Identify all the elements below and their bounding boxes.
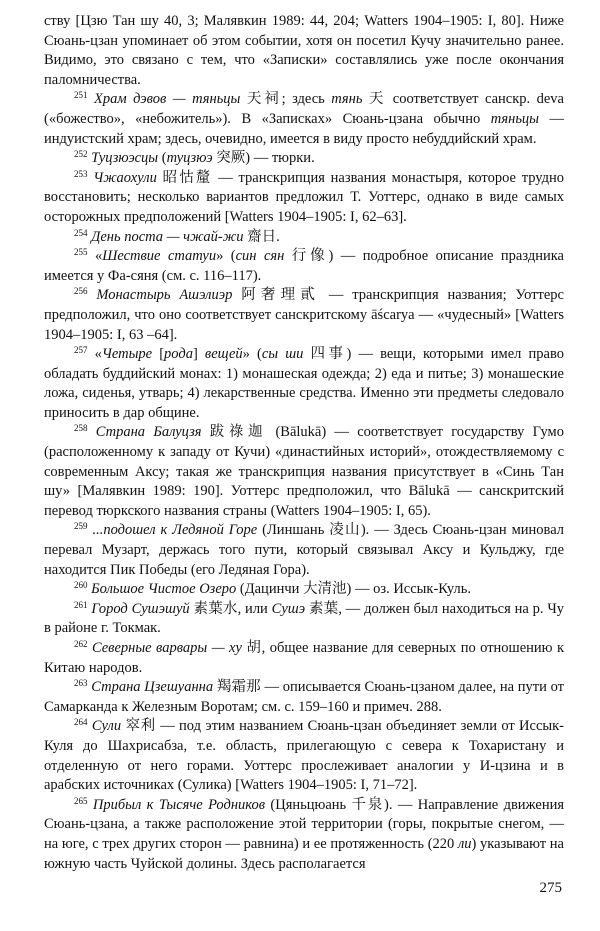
footnote-260 (44, 580, 564, 600)
footnote-number: 260 (74, 580, 88, 591)
footnote-256 (44, 286, 564, 345)
footnote-252 (44, 149, 564, 169)
footnote-number: 253 (74, 168, 88, 179)
footnote-text: Город Сушэшуй 素葉水, или Сушэ 素葉, — должен был находиться на р. Чу в районе г. Токмак. (44, 600, 565, 637)
footnote-257 (44, 345, 564, 423)
footnote-number: 254 (74, 227, 88, 238)
footnote-258 (44, 423, 564, 521)
footnote-number: 263 (74, 678, 88, 689)
footnote-number: 257 (74, 345, 88, 356)
footnote-number: 261 (74, 599, 88, 610)
footnote-text: Страна Цзешуанна 羯霜那 — описывается Сюань-цзаном далее, на пути от Самарканда к Железным Воротам; см. с. 159–160 и примеч. 288. (44, 679, 565, 715)
footnotes-block (44, 12, 564, 874)
page-number: 275 (539, 880, 562, 896)
footnote-text: «Четыре [рода] вещей» (сы ши 四事) — вещи, которыми имел право обладать буддийский монах: 1) монашеская одежда; 2) еда и питье; 3) монашеские ложа, сиденья, утварь; 4) лекарственные средства. Именно эти предметы следовало приносить в дар общине. (44, 346, 564, 421)
footnote-text: «Шествие статуи» (син сян 行像) — подробное описание праздника имеется у Фа-сяня (см. с. 116–117). (44, 248, 564, 284)
footnote-text: Монастырь Ашэлиэр 阿奢理貳 — транскрипция названия; Уоттерс предположил, что оно соответствует санскритскому āścarya — «чудесный» [Watters 1904–1905: I, 63 –64]. (44, 287, 564, 343)
footnote-262 (44, 639, 564, 678)
footnote-number: 265 (74, 795, 88, 806)
footnote-number: 262 (74, 639, 88, 649)
footnote-text: Северные варвары — ху 胡, общее название для северных по отношению к Китаю народов. (44, 640, 564, 676)
footnote-text: Чжаохули 昭怙釐 — транскрипция названия монастыря, которое трудно восстановить; несколько вариантов предложил Т. Уоттерс, однако в виде самых осторожных предположений [Watters 1904–1905: I, 62–63]. (44, 169, 564, 225)
footnote-261 (44, 600, 564, 639)
footnote-259 (44, 521, 564, 580)
footnote-number: 251 (74, 90, 88, 101)
footnote-text: Сули 窣利 — под этим названием Сюань-цзан объединяет земли от Иссык-Куля до Шахрисабза, т.е. область, прилегающую с севера к Тохаристану и отделенную от него горами. Уоттерс прослеживает аналогии у И-цзина и в арабских источниках (Сулика) [Watters 1904–1905: I, 71–72]. (44, 718, 565, 794)
footnote-text: Прибыл к Тысяче Родников (Цяньцюань 千泉). — Направление движения Сюань-цзана, а также расположение этой территории (горы, покрытые снегом, — на юге, с трех других сторон — равнина) и ее протяженность (220 ли) указывают на южную часть Чуйской долины. Здесь располагается (44, 796, 565, 872)
footnote-text: Большое Чистое Озеро (Дацинчи 大清池) — оз. Иссык-Куль. (91, 581, 471, 598)
footnote-255 (44, 247, 564, 286)
footnote-number: 255 (74, 247, 88, 258)
footnote-number: 252 (74, 149, 88, 160)
footnote-text: Туцзюэсцы (туцзюэ 突厥) — тюрки. (91, 150, 315, 167)
footnote-text: ...подошел к Ледяной Горе (Линшань 凌山). — Здесь Сюань-цзан миновал перевал Музарт, держась того пути, который связывал Аксу и Кульджу, где находится Пик Победы (его Ледяная Гора). (44, 522, 565, 578)
footnote-text: День поста — чжай-жи 齋日. (91, 228, 280, 245)
footnote-253 (44, 169, 564, 228)
continuation-paragraph: ству [Цзю Тан шу 40, 3; Малявкин 1989: 44, 204; Watters 1904–1905: I, 80]. Ниже Сюань-цзан упоминает об этом событии, хотя он посетил Кучу значительно ранее. Видимо, это связано с тем, что «Записки» составлялись уже после окончания паломничества. (44, 13, 564, 88)
footnote-number: 258 (74, 423, 88, 434)
footnote-number: 256 (74, 286, 88, 297)
footnote-text: Храм дэвов — тяньцы 天祠; здесь тянь 天 соответствует санскр. deva («божество», «небожитель»). В «Записках» Сюань-цзана обычно тяньцы — индуистский храм; здесь, очевидно, имеется в виду просто небуддийский храм. (44, 91, 565, 147)
footnote-265 (44, 796, 564, 874)
footnote-254 (44, 228, 564, 248)
footnote-263 (44, 678, 564, 717)
footnote-number: 264 (74, 717, 88, 728)
footnote-251 (44, 90, 564, 149)
footnote-number: 259 (74, 521, 88, 532)
footnote-text: Страна Балуцзя 跋祿迦 (Bālukā) — соответствует государству Гумо (расположенному к западу от Кучи) «династийных историй», отождествляемому с современным Аксу; такая же транскрипция названия присутствует в «Синь Тан шу» [Малявкин 1989: 190]. Уоттерс предположил, что Bālukā — санскритский перевод тюркского названия страны (Watters 1904–1905: I, 65). (44, 424, 564, 519)
footnote-264 (44, 717, 564, 795)
